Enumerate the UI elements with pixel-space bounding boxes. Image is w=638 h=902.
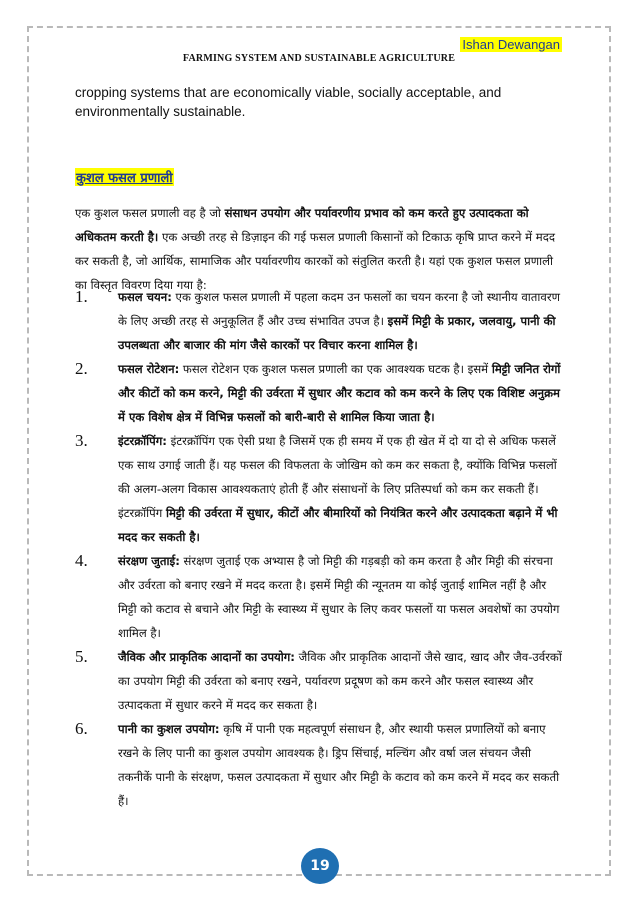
item-text: कृषि में पानी एक महत्वपूर्ण संसाधन है, और स्थायी फसल प्रणालियों को बनाए रखने के लिए पानी का कुशल उपयोग आवश्यक है। ड्रिप सिंचाई, मल्चिंग और वर्षा जल संचयन जैसी तकनीकें पानी के संरक्षण, फसल उत्पादकता में सुधार और मिट्टी के कटाव को कम करने में मदद कर सकती हैं। [118,722,560,808]
list-number: 4. [75,551,88,570]
item-text: संरक्षण जुताई एक अभ्यास है जो मिट्टी की गड़बड़ी को कम करता है और मिट्टी की संरचना और उर्वरता को बनाए रखने में मदद करता है। इसमें मिट्टी की न्यूनतम या कोई जुताई शामिल नहीं है और मिट्टी को कटाव से बचाने और मिट्टी के स्वास्थ्य में सुधार के लिए कवर फसलों या फसल अवशेषों का उपयोग शामिल है। [118,554,560,640]
intro-paragraph: cropping systems that are economically viable, socially acceptable, and environmentally sustainable. [75,85,502,119]
page-number: 19 [310,858,330,874]
item-term: पानी का कुशल उपयोग: [118,722,220,736]
item-text: एक कुशल फसल प्रणाली में पहला कदम उन फसलों का चयन करना है जो स्थानीय वातावरण के लिए अच्छी तरह से अनुकूलित हैं और उच्च संभावित उपज है। [118,290,560,328]
author-name: Ishan Dewangan [462,37,560,52]
list-item [75,645,565,717]
page-number-badge [301,848,339,884]
item-text: इंटरक्रॉपिंग एक ऐसी प्रथा है जिसमें एक ही समय में एक ही खेत में दो या दो से अधिक फसलें एक साथ उगाई जाती हैं। यह फसल की विफलता के जोखिम को कम कर सकता है, क्योंकि विभिन्न फसलों की अलग-अलग विकास आवश्यकताएं होती हैं और संसाधनों के लिए प्रतिस्पर्धा को कम कर सकती हैं। इंटरक्रॉपिंग [118,434,557,520]
list-item [75,549,565,645]
para-text-c: एक अच्छी तरह से डिज़ाइन की गई फसल प्रणाली किसानों को टिकाऊ कृषि प्राप्त करने में मदद कर सकती है, जो आर्थिक, सामाजिक और पर्यावरणीय कारकों को संतुलित करती है। यहां एक कुशल फसल प्रणाली का विस्तृत विवरण दिया गया है: [75,230,556,292]
item-term: फसल रोटेशन: [118,362,180,376]
numbered-list [75,285,565,813]
list-item [75,357,565,429]
list-item [75,429,565,549]
item-bold: मिट्टी की उर्वरता में सुधार, कीटों और बीमारियों को नियंत्रित करने और उत्पादकता बढ़ाने में भी मदद कर सकती है। [118,506,558,544]
list-item [75,285,565,357]
list-number: 6. [75,719,88,738]
list-number: 1. [75,287,88,306]
item-term: संरक्षण जुताई: [118,554,180,568]
item-term: जैविक और प्राकृतिक आदानों का उपयोग: [118,650,295,664]
item-bold: इसमें मिट्टी के प्रकार, जलवायु, पानी की उपलब्धता और बाजार की मांग जैसे कारकों पर विचार करना शामिल है। [118,314,556,352]
list-item [75,717,565,813]
section-paragraph [75,201,565,297]
list-number: 2. [75,359,88,378]
item-text: फसल रोटेशन एक कुशल फसल प्रणाली का एक आवश्यक घटक है। इसमें [179,362,492,376]
item-term: फसल चयन: [118,290,172,304]
list-number: 5. [75,647,88,666]
item-term: इंटरक्रॉपिंग: [118,434,167,448]
para-text-a: एक कुशल फसल प्रणाली वह है जो [75,206,225,220]
list-number: 3. [75,431,88,450]
item-bold: मिट्टी जनित रोगों और कीटों को कम करने, मिट्टी की उर्वरता में सुधार और कटाव को कम करने के लिए एक विशिष्ट अनुक्रम में एक विशेष क्षेत्र में विभिन्न फसलों को बारी-बारी से शामिल किया जाता है। [118,362,561,424]
item-text: जैविक और प्राकृतिक आदानों जैसे खाद, खाद और जैव-उर्वरकों का उपयोग मिट्टी की उर्वरता को बनाए रखने, पर्यावरण प्रदूषण को कम करने और फसल स्वास्थ्य और उत्पादकता में सुधार करने में मदद कर सकता है। [118,650,562,712]
section-heading: कुशल फसल प्रणाली [75,168,174,186]
running-header-title: FARMING SYSTEM AND SUSTAINABLE AGRICULTURE [182,53,456,64]
para-bold: संसाधन उपयोग और पर्यावरणीय प्रभाव को कम करते हुए उत्पादकता को अधिकतम करती है। [75,206,529,244]
